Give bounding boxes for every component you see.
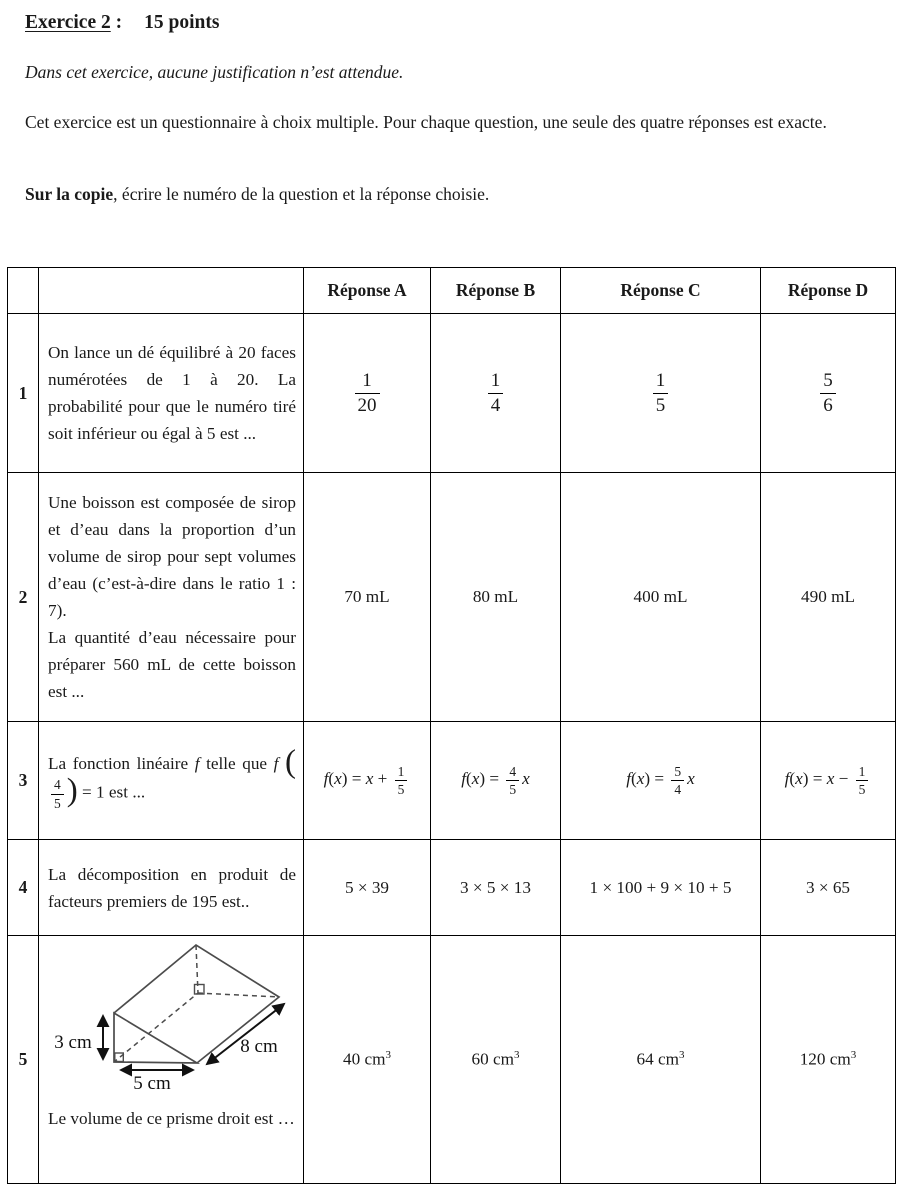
q5-answer-c: 64 $cm^3$ — [561, 936, 761, 1184]
header-empty-question — [39, 268, 304, 314]
q5-answer-b: 60 $cm^3$ — [431, 936, 561, 1184]
fraction: $\frac{5}{4}$ — [671, 764, 684, 797]
q2-answer-c: 400 mL — [561, 473, 761, 722]
depth-label: 8 cm — [240, 1036, 278, 1057]
q3-answer-a: f(x) = x + $\frac{1}{5}$ — [304, 722, 431, 840]
q5-answer-d: 120 $cm^3$ — [761, 936, 896, 1184]
question-1-number: 1 — [8, 314, 39, 473]
fraction: $\frac{1}{4}$ — [488, 370, 504, 416]
question-row-5 — [8, 936, 896, 1184]
q2-answer-b: 80 mL — [431, 473, 561, 722]
q5-answer-a: 40 $cm^3$ — [304, 936, 431, 1184]
exercise-title-colon: : — [110, 12, 123, 33]
exercise-title-label: Exercice 2 — [25, 12, 111, 33]
fraction: $\frac{4}{5}$ — [51, 777, 64, 810]
height-label: 3 cm — [54, 1032, 92, 1053]
question-row-2 — [8, 473, 896, 722]
header-reponse-b: Réponse B — [431, 268, 561, 314]
question-5-text: Le volume de ce prisme droit est … — [48, 1109, 295, 1128]
question-4-text: La décomposition en produit de facteurs premiers de 195 est.. — [48, 864, 296, 911]
question-3-text-cell — [39, 722, 304, 840]
question-5-text-cell — [39, 936, 304, 1184]
instruction-bold: Sur la copie — [25, 184, 114, 204]
open-paren: ( — [285, 744, 297, 781]
q3-answer-b: f(x) = $\frac{4}{5}$ x — [431, 722, 561, 840]
exercise-title — [25, 12, 219, 34]
q2-answer-d: 490 mL — [761, 473, 896, 722]
question-2-text-part2: La quantité d’eau nécessaire pour préparer 560 mL de cette boisson est ... — [48, 628, 296, 701]
close-paren: ) — [66, 772, 78, 809]
question-1-text-cell — [39, 314, 304, 473]
q1-answer-b — [431, 314, 561, 473]
question-row-4 — [8, 840, 896, 936]
question-5-number: 5 — [8, 936, 39, 1184]
question-1-text: On lance un dé équilibré à 20 faces numérotées de 1 à 20. La probabilité pour que le numéro tiré soit inférieur ou égal à 5 est ... — [48, 343, 296, 443]
base-label: 5 cm — [133, 1073, 171, 1091]
question-4-text-cell — [39, 840, 304, 936]
header-reponse-c: Réponse C — [561, 268, 761, 314]
table-header-row — [8, 268, 896, 314]
header-empty-num — [8, 268, 39, 314]
q4-answer-c: 1 × 100 + 9 × 10 + 5 — [561, 840, 761, 936]
q4-answer-d: 3 × 65 — [761, 840, 896, 936]
fraction: $\frac{4}{5}$ — [506, 764, 519, 797]
question-2-number: 2 — [8, 473, 39, 722]
q4-answer-b: 3 × 5 × 13 — [431, 840, 561, 936]
q2-answer-a: 70 mL — [304, 473, 431, 722]
question-4-number: 4 — [8, 840, 39, 936]
question-row-3 — [8, 722, 896, 840]
fraction: $\frac{5}{6}$ — [820, 370, 836, 416]
question-2-text-part1: Une boisson est composée de sirop et d’eau dans la proportion d’un volume de sirop pour sept volumes d’eau (c’est-à-dire dans le ratio 1 : 7). — [48, 493, 296, 620]
question-3-text: La fonction linéaire f telle que f ( $\frac{4}{5}$ ) = 1 est ... — [48, 744, 297, 811]
question-row-1 — [8, 314, 896, 473]
exercise-points: 15 points — [144, 12, 220, 33]
fraction: $\frac{1}{5}$ — [856, 764, 869, 797]
intro-paragraph: Cet exercice est un questionnaire à choix multiple. Pour chaque question, une seule des quatre réponses est exacte. — [25, 112, 827, 132]
fraction: $\frac{1}{5}$ — [395, 764, 408, 797]
q4-answer-a: 5 × 39 — [304, 840, 431, 936]
instruction-line — [25, 184, 489, 205]
no-justification-note: Dans cet exercice, aucune justification n’est attendue. — [25, 62, 404, 82]
q3-answer-d: f(x) = x − $\frac{1}{5}$ — [761, 722, 896, 840]
fraction: $\frac{1}{20}$ — [355, 370, 380, 416]
fraction: $\frac{1}{5}$ — [653, 370, 669, 416]
qcm-table — [7, 267, 896, 1184]
prism-diagram — [44, 939, 296, 1091]
q3-answer-c: f(x) = $\frac{5}{4}$ x — [561, 722, 761, 840]
question-2-text-cell — [39, 473, 304, 722]
q1-answer-c — [561, 314, 761, 473]
header-reponse-a: Réponse A — [304, 268, 431, 314]
question-3-number: 3 — [8, 722, 39, 840]
q1-answer-d — [761, 314, 896, 473]
header-reponse-d: Réponse D — [761, 268, 896, 314]
instruction-rest: , écrire le numéro de la question et la réponse choisie. — [113, 184, 490, 204]
q1-answer-a — [304, 314, 431, 473]
